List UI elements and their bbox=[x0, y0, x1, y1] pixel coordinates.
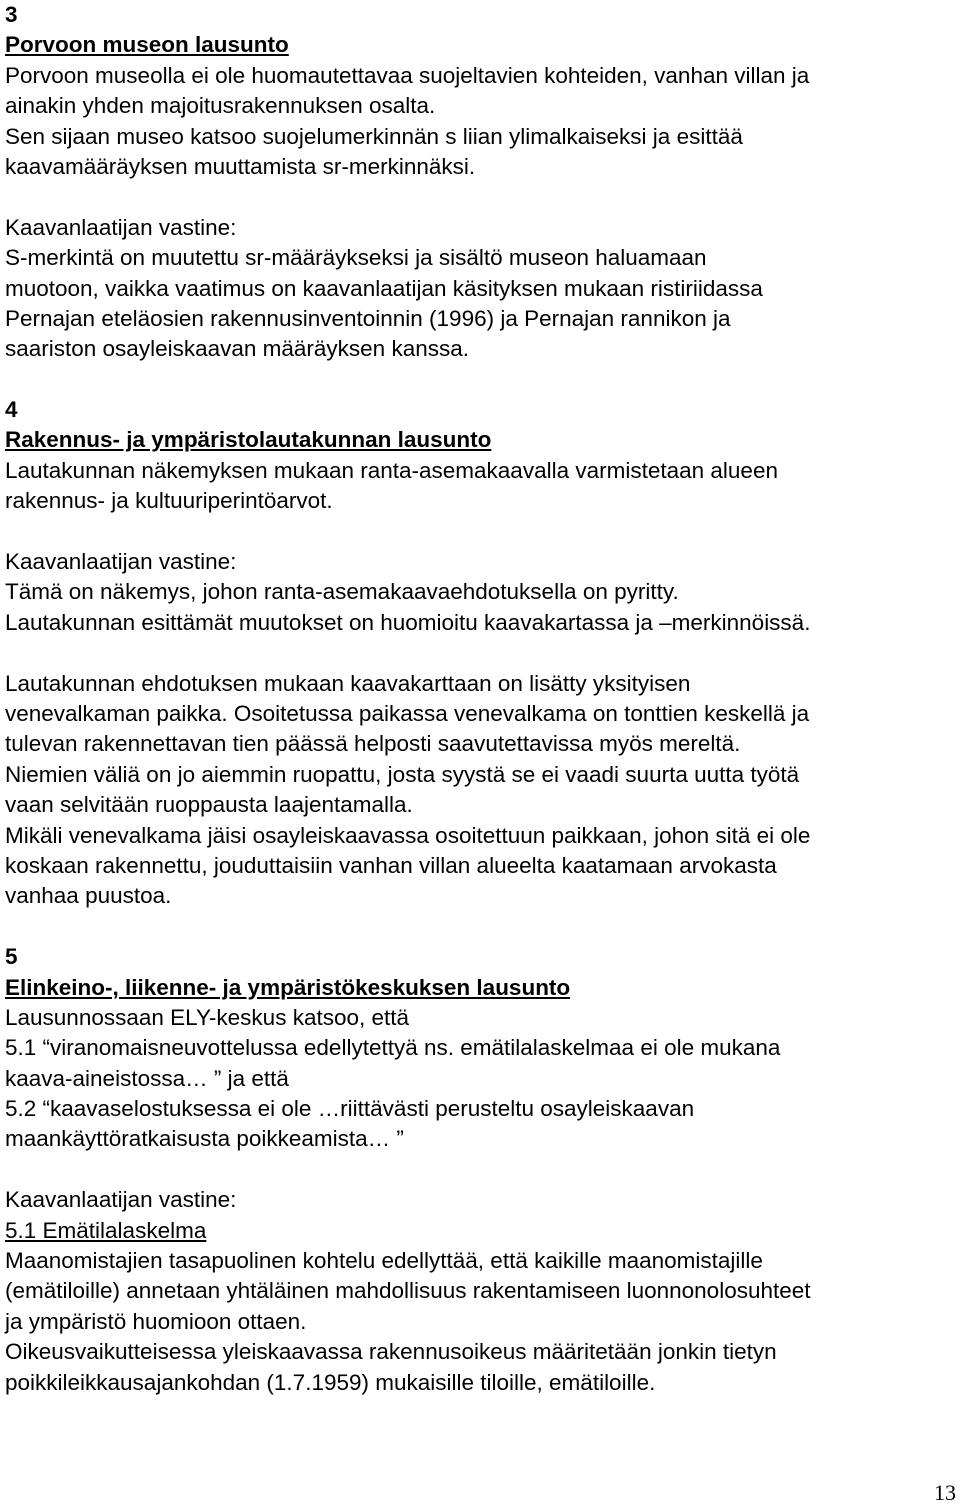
section-5-line: Lausunnossaan ELY-keskus katsoo, että bbox=[5, 1004, 410, 1030]
spacer bbox=[5, 1155, 955, 1185]
section-5-number: 5 bbox=[5, 944, 18, 970]
section-5-reply-line: poikkileikkausajankohdan (1.7.1959) mukaisille tiloille, emätiloille. bbox=[5, 1369, 656, 1395]
section-4-extra-line: Niemien väliä on jo aiemmin ruopattu, josta syystä se ei vaadi suurta uutta työtä bbox=[5, 761, 800, 787]
section-4-extra-line: Mikäli venevalkama jäisi osayleiskaavassa osoitettuun paikkaan, johon sitä ei ole bbox=[5, 822, 811, 848]
section-3-line: ainakin yhden majoitusrakennuksen osalta. bbox=[5, 93, 436, 119]
spacer bbox=[5, 182, 955, 212]
section-3-line: Porvoon museolla ei ole huomautettavaa suojeltavien kohteiden, vanhan villan ja bbox=[5, 62, 810, 88]
section-4-heading: Rakennus- ja ympäristolautakunnan lausunto bbox=[5, 427, 492, 453]
section-3-reply-line: muotoon, vaikka vaatimus on kaavanlaatijan käsityksen mukaan ristiriidassa bbox=[5, 275, 763, 301]
section-4-line: Lautakunnan näkemyksen mukaan ranta-asemakaavalla varmistetaan alueen bbox=[5, 457, 778, 483]
section-4-reply-line: Lautakunnan esittämät muutokset on huomioitu kaavakartassa ja –merkinnöissä. bbox=[5, 609, 811, 635]
section-4-reply-label: Kaavanlaatijan vastine: bbox=[5, 549, 237, 575]
section-5-subheading: 5.1 Emätilalaskelma bbox=[5, 1217, 207, 1243]
section-3-reply-line: S-merkintä on muutettu sr-määräykseksi ja sisältö museon haluamaan bbox=[5, 245, 707, 271]
section-4-extra-line: venevalkaman paikka. Osoitetussa paikassa venevalkama on tonttien keskellä ja bbox=[5, 700, 810, 726]
spacer bbox=[5, 365, 955, 395]
page-number: 13 bbox=[934, 1480, 956, 1505]
section-5-line: maankäyttöratkaisusta poikkeamista… ” bbox=[5, 1126, 404, 1152]
section-4-extra-line: koskaan rakennettu, jouduttaisiin vanhan villan alueelta kaatamaan arvokasta bbox=[5, 852, 777, 878]
section-4-number: 4 bbox=[5, 397, 18, 423]
section-3-line: Sen sijaan museo katsoo suojelumerkinnän s liian ylimalkaiseksi ja esittää bbox=[5, 123, 743, 149]
section-4-extra-line: vanhaa puustoa. bbox=[5, 883, 172, 909]
section-5-heading: Elinkeino-, liikenne- ja ympäristökeskuksen lausunto bbox=[5, 974, 571, 1000]
section-3-heading: Porvoon museon lausunto bbox=[5, 32, 289, 58]
section-5-line: 5.1 “viranomaisneuvottelussa edellytettyä ns. emätilalaskelmaa ei ole mukana bbox=[5, 1035, 781, 1061]
section-5-reply-line: (emätiloille) annetaan yhtäläinen mahdollisuus rakentamiseen luonnonolosuhteet bbox=[5, 1278, 811, 1304]
section-5-line: kaava-aineistossa… ” ja että bbox=[5, 1065, 289, 1091]
section-5-reply-line: ja ympäristö huomioon ottaen. bbox=[5, 1308, 307, 1334]
section-3-reply-line: saariston osayleiskaavan määräyksen kanssa. bbox=[5, 336, 469, 362]
section-4-reply-line: Tämä on näkemys, johon ranta-asemakaavaehdotuksella on pyritty. bbox=[5, 579, 679, 605]
section-3-line: kaavamääräyksen muuttamista sr-merkinnäksi. bbox=[5, 153, 476, 179]
section-4-line: rakennus- ja kultuuriperintöarvot. bbox=[5, 488, 333, 514]
section-5-reply-line: Maanomistajien tasapuolinen kohtelu edellyttää, että kaikille maanomistajille bbox=[5, 1248, 763, 1274]
section-4-extra-line: Lautakunnan ehdotuksen mukaan kaavakarttaan on lisätty yksityisen bbox=[5, 670, 691, 696]
document-page bbox=[5, 0, 955, 1398]
section-5-reply-label: Kaavanlaatijan vastine: bbox=[5, 1187, 237, 1213]
spacer bbox=[5, 517, 955, 547]
section-5-line: 5.2 “kaavaselostuksessa ei ole …riittävästi perusteltu osayleiskaavan bbox=[5, 1096, 695, 1122]
section-3-number: 3 bbox=[5, 2, 18, 27]
section-5-reply-line: Oikeusvaikutteisessa yleiskaavassa rakennusoikeus määritetään jonkin tietyn bbox=[5, 1339, 777, 1365]
spacer bbox=[5, 912, 955, 942]
section-4-extra-line: vaan selvitään ruoppausta laajentamalla. bbox=[5, 792, 413, 818]
section-4-extra-line: tulevan rakennettavan tien päässä helposti saavutettavissa myös mereltä. bbox=[5, 731, 741, 757]
section-3-reply-line: Pernajan eteläosien rakennusinventoinnin (1996) ja Pernajan rannikon ja bbox=[5, 305, 731, 331]
spacer bbox=[5, 638, 955, 668]
section-3-reply-label: Kaavanlaatijan vastine: bbox=[5, 214, 237, 240]
